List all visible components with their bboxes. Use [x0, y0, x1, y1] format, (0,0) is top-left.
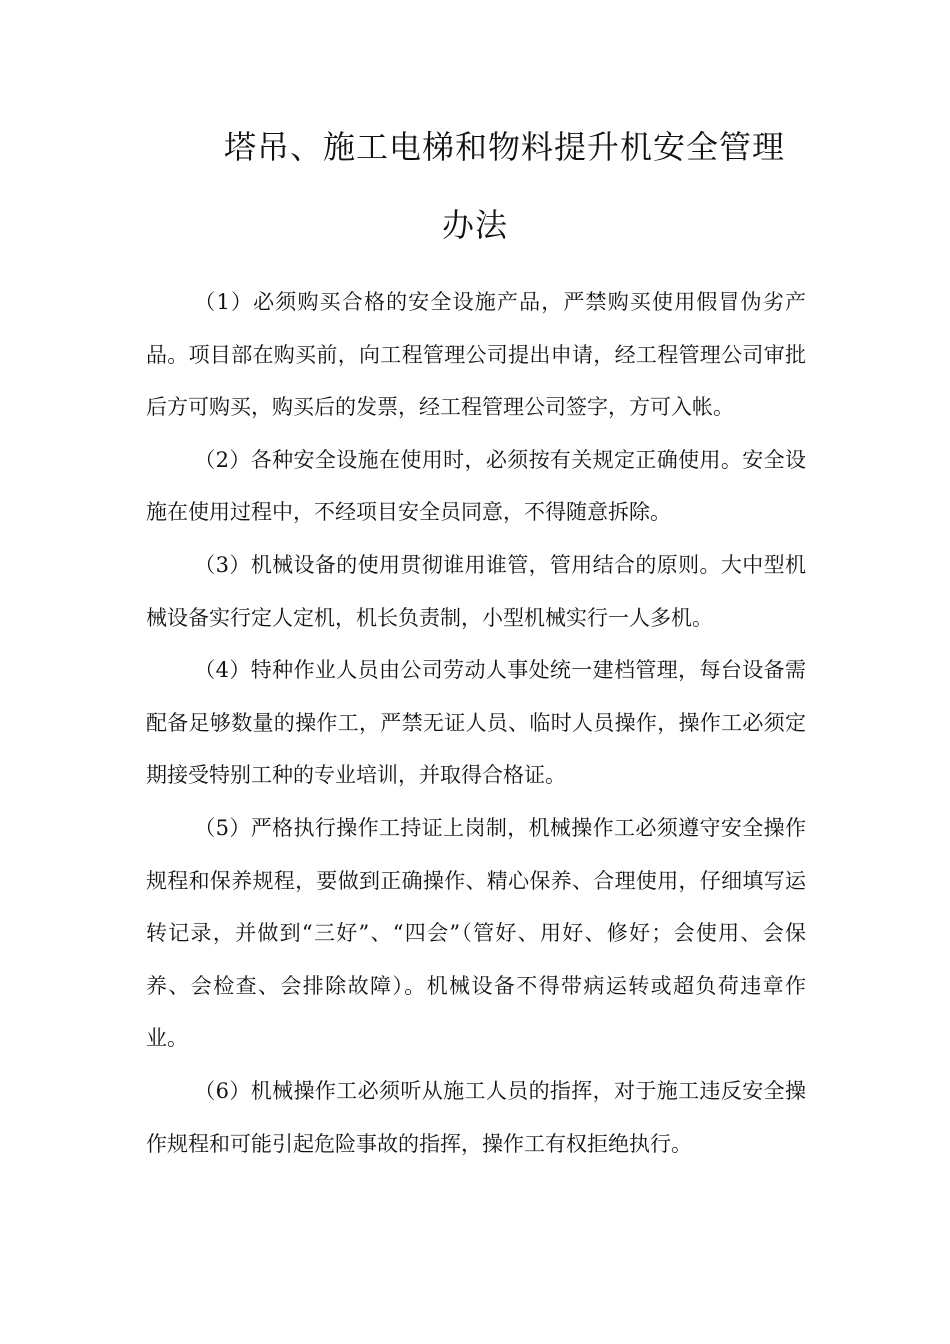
paragraph-4: （4）特种作业人员由公司劳动人事处统一建档管理，每台设备需配备足够数量的操作工，严禁无证人员、临时人员操作，操作工必须定期接受特别工种的专业培训，并取得合格证。: [146, 658, 806, 788]
paragraph-2: （2）各种安全设施在使用时，必须按有关规定正确使用。安全设施在使用过程中，不经项目安全员同意，不得随意拆除。: [146, 447, 806, 525]
document-title-line-1: 塔吊、施工电梯和物料提升机安全管理: [224, 128, 786, 166]
document-body: [146, 276, 806, 1170]
paragraph-6: （6）机械操作工必须听从施工人员的指挥，对于施工违反安全操作规程和可能引起危险事故的指挥，操作工有权拒绝执行。: [146, 1078, 806, 1156]
document-title-line-2: 办法: [441, 206, 508, 244]
paragraph-1: （1）必须购买合格的安全设施产品，严禁购买使用假冒伪劣产品。项目部在购买前，向工程管理公司提出申请，经工程管理公司审批后方可购买，购买后的发票，经工程管理公司签字，方可入帐。: [146, 290, 806, 420]
paragraph-5: （5）严格执行操作工持证上岗制，机械操作工必须遵守安全操作规程和保养规程，要做到正确操作、精心保养、合理使用，仔细填写运转记录，并做到“三好”、“四会”（管好、用好、修好；会使用、会保养、会检查、会排除故障）。机械设备不得带病运转或超负荷违章作业。: [146, 815, 806, 1051]
paragraph-3: （3）机械设备的使用贯彻谁用谁管，管用结合的原则。大中型机械设备实行定人定机，机长负责制，小型机械实行一人多机。: [146, 552, 806, 630]
